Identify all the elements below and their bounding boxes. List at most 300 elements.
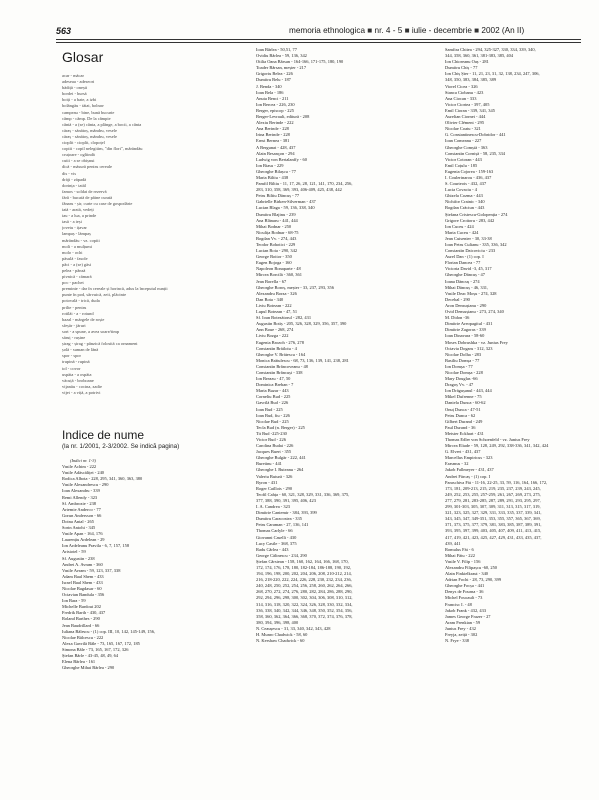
index-entry: Nichifor Crainic - 340 <box>445 199 485 205</box>
glossary-entry: șirag - șirag - pânzică folosită ca ornament <box>62 341 138 347</box>
index-entry: Ana Ciocan - 333 <box>445 95 477 101</box>
index-entry: Rodica Albota - 228, 295, 341, 360, 363, 380 <box>62 476 143 482</box>
index-entry: Ion Biasu - 229 <box>256 162 284 168</box>
index-entry: 277, 279, 281, 283-285, 287, 289, 291, 293, 295, 297, <box>445 497 541 503</box>
index-entry: Alexandru Filipașcu -60, 250 <box>445 564 498 570</box>
index-entry: Thomas Edler von Schoenfeld - vz. Junius Frey <box>445 437 530 442</box>
issue-year: 2002 (An II) <box>481 26 525 35</box>
glossary-entry: trupină - rupină <box>62 359 90 365</box>
index-entry: Aristotel - 59 <box>62 549 86 555</box>
index-entry: Victor Bud - 226 <box>256 437 286 442</box>
index-entry: Valeriu Butură - 326 <box>256 473 293 479</box>
header-rule-secondary <box>56 42 581 43</box>
index-entry: Dragoș Vv. - 47 <box>445 382 474 388</box>
glossary-entry: potovală - trică, duda <box>62 298 100 304</box>
name-index-column-1 <box>62 458 238 671</box>
header-separator-icon: ■ <box>404 26 412 35</box>
index-entry: Adam Baal Shem - 433 <box>62 573 104 579</box>
glossary-entry: pelea - pânză <box>62 268 86 273</box>
index-entry: Ioan Alexandru - 339 <box>62 488 100 494</box>
index-entry: Ioan Bud - 225 <box>256 406 283 412</box>
index-entry: G. Constantinescu-Dobridor - 441 <box>445 132 506 138</box>
index-entry: Maria Biltiu - 438 <box>256 174 289 180</box>
index-entry: Victoria David -3, 45, 317 <box>445 266 492 272</box>
index-entry: Alexiu Berinde - 222 <box>256 120 294 126</box>
glossary-entry: păsulă - fasole <box>62 255 88 261</box>
glossary-entry: pâci - a (se) găsi <box>62 261 92 267</box>
glossary-title: Glosar <box>62 49 104 65</box>
index-entry: Nicolae Bud - 225 <box>256 418 289 424</box>
index-entry: Jean Cuisenier - 30, 33-38 <box>445 235 492 241</box>
index-entry: 268, 270, 272, 274, 276, 280, 282, 284, 286, 288, 290, <box>256 589 353 595</box>
index-entry: Eugenia Brozoh - 276, 278 <box>256 339 304 345</box>
index-entry: Andrei Fărcaș - (1) cop. I <box>445 473 491 479</box>
glossary-entry: șolă - suman de lână <box>62 347 99 353</box>
index-entry: Alexandru Borza - 326 <box>256 290 297 296</box>
index-entry: Doina Antal - 265 <box>62 518 94 524</box>
index-entry: 292, 294, 296, 298, 300, 302, 304, 306, 308, 310, 312, <box>256 595 353 601</box>
glossary-entry: copiii - copil nelegitim, "din flori", mârăndău <box>62 146 143 152</box>
glossary-entry: cântă - a (se) cânta, a plânge, a bocii, a cânta <box>62 121 142 127</box>
glossary-entry: dorința - tatăl <box>62 182 86 188</box>
index-entry: Gheorghe Dăncuș - 47 <box>445 272 485 278</box>
index-entry: Aurelian Ciornei - 444 <box>445 114 486 120</box>
index-entry: 249, 252, 253, 255, 257-259, 261, 267, 269, 273, 275, <box>445 491 541 497</box>
index-entry: Constantin Brâncuși - 338 <box>256 369 303 375</box>
index-entry: 194, 196, 198, 200, 202, 204, 206, 208, 210-212, 214, <box>256 571 352 577</box>
header-separator-icon: ■ <box>367 26 375 35</box>
index-entry: Aram Frenkian - 59 <box>445 619 481 625</box>
index-entry: Monica Brătulescu - 68, 73, 136, 139, 141, 238, 281 <box>256 357 349 363</box>
index-entry: 321, 323, 325, 327, 329, 331, 333, 335, 337, 339, 341, <box>445 510 542 516</box>
index-entry: H. Munro Chadwick - 58, 60 <box>256 632 308 637</box>
index-entry: A Bergunat - 428, 437 <box>256 144 296 150</box>
index-entry: M. Didon -36 <box>445 315 470 321</box>
index-entry: Jakob Frank - 432, 433 <box>445 607 487 613</box>
header-journal-info <box>289 26 524 35</box>
index-note: (Indici nr. 1-3) <box>70 458 97 463</box>
index-entry: Paraschiva Făt - 11-16, 22-25, 33, 59, 116, 164, 166, 172, <box>445 479 548 485</box>
index-entry: Dimitrie Zagoras - 339 <box>445 327 486 333</box>
index-entry: 439, 441 <box>445 540 461 546</box>
glossary-entry: sfeșăr - jăruri <box>62 322 86 328</box>
index-entry: Dumitru Belu - 187 <box>256 77 291 83</box>
index-entry: 299, 301-303, 305, 307, 309, 311, 313, 315, 317, 319, <box>445 504 541 510</box>
index-entry: Simona Bâle - 73, 165, 167, 172, 326 <box>62 646 129 652</box>
index-entry: Anuta Benci - 211 <box>256 95 289 101</box>
glossary-entry: căraș - sănătoș, mândru, vesele <box>62 127 117 133</box>
index-entry: N. Ceaușescu - 31, 33, 340, 342, 343, 428 <box>256 625 331 631</box>
glossary-entry: fărâ - bucată de pâine curată <box>62 194 113 200</box>
index-entry: Ludwig von Bertalanffy - 60 <box>256 156 307 162</box>
index-entry: 336, 338, 340, 342, 344, 346, 348, 350, 352, 354, 356, <box>256 607 353 613</box>
glossary-entry: dis - vis <box>62 170 77 176</box>
index-entry: 417, 419, 421, 423, 425, 427, 429, 431, 433, 435, 437, <box>445 534 542 540</box>
index-entry: Vasile Deac Moșu - 274, 328 <box>445 290 497 296</box>
index-entry: Jean Borella - 67 <box>256 278 287 284</box>
index-entry: Ion Chiș Șter - 11, 21, 23, 31, 32, 138, 234, 247, 306, <box>445 71 540 77</box>
index-entry: Dimitrie Areopagitul - 431 <box>445 321 493 327</box>
index-entry: Augustin Botiș - 205, 326, 328, 329, 356, 357, 390 <box>256 321 347 327</box>
index-entry: George Boitor - 350 <box>256 254 292 260</box>
index-entry: Irina Berinde - 228 <box>256 132 290 138</box>
index-entry: Sf. Augustin - 238 <box>62 555 95 561</box>
glossary-entry: famos - soldat de rezervă <box>62 188 107 194</box>
index-entry: Gilbert Durand - 249 <box>445 418 483 424</box>
index-entry: Mary Douglas -66 <box>445 376 478 382</box>
index-entry: Corneliu Bud - 225 <box>256 394 291 400</box>
glossary-entry: vijanău - cocina, zadie <box>62 383 102 389</box>
glossary-entry: căraș - sănătoș, mândru, vesele <box>62 133 117 139</box>
glossary-entry: acar - măcar <box>62 73 84 78</box>
running-header <box>56 26 581 38</box>
index-entry: Bogdan Vv. - 274, 443 <box>256 235 297 241</box>
index-entry: 172, 174, 176, 178, 180, 182-184, 186-188, 190, 192, <box>256 564 352 570</box>
index-entry: Marcellus Empiricus - 323 <box>445 455 493 461</box>
index-entry: Mircea Eliade - 59, 128, 249, 292, 338-336, 341, 342, 424 <box>445 443 549 449</box>
index-entry: Ann Boue - 268, 274 <box>256 327 294 333</box>
index-entry: Lucian Boia - 290, 342 <box>256 248 298 254</box>
index-entry: Elena Bârlea - 161 <box>62 659 96 665</box>
index-entry: I. Coulerinarou - 436, 437 <box>445 174 492 180</box>
glossary-entry: săruț - rușine <box>62 335 86 341</box>
index-entry: Carolina Budai - 226 <box>256 443 294 449</box>
glossary-entry: bădiță - onești <box>62 85 88 91</box>
index-entry: Ion Chioreanu Oaș - 281 <box>445 59 489 65</box>
index-entry: 173, 181, 209-213, 215, 219, 235, 237, 239, 243, 245, <box>445 485 541 491</box>
index-entry: Nicolae Bagdasar - 60 <box>62 585 102 591</box>
index-entry: Adrian Fochi - 28, 73, 290, 399 <box>445 577 502 583</box>
index-entry: Aron Densușianu - 290 <box>445 302 487 308</box>
index-entry: Jakob Fallmeyer - 431, 437 <box>445 467 494 473</box>
index-entry: Constantin Brăiloiu - 4 <box>256 345 297 351</box>
index-entry: Florian Dancea - 77 <box>445 260 481 266</box>
name-index-subtitle: (la nr. 1/2001, 2-3/2002. Se indică pagina) <box>62 443 180 450</box>
index-entry: Jean Baudrillard - 66 <box>62 622 100 628</box>
index-entry: Roland Barthes - 290 <box>62 616 100 622</box>
index-entry: Victor Ciortea - 397, 405 <box>445 101 490 107</box>
index-entry: Vasile Apan - 164, 176 <box>62 531 103 537</box>
index-entry: Iuliana Bălescu - (1) cop. III, 10, 142, 145-149, 156, <box>62 628 156 634</box>
issue-number: nr. 4 - 5 <box>374 26 403 35</box>
index-entry: Paul Durand - 36 <box>445 424 476 430</box>
index-entry: Ion Ardeleanu Pravila - 6, 7, 157, 158 <box>62 543 130 549</box>
index-entry: Teodor Bohotici - 229 <box>256 242 296 247</box>
index-entry: 283, 310, 358, 369, 393, 406-409, 425, 438, 442 <box>256 187 342 193</box>
index-entry: Laurențiu Ardelean - 29 <box>62 537 105 543</box>
index-entry: Meister Eckhart - 431 <box>445 430 484 436</box>
index-entry: Dumitru Chiș - 77 <box>445 65 478 71</box>
index-entry: 380, 394, 396, 398, 400 <box>256 619 299 625</box>
index-entry: Petru Dunca - 62 <box>445 412 476 418</box>
index-entry: Bogdan Crăciun - 443 <box>445 205 485 211</box>
index-entry: Petru Biltiu Dăncuș - 77 <box>256 193 300 199</box>
index-entry: Berger, episcop - 225 <box>256 107 294 113</box>
glossary-entry: prilte - pentru <box>62 304 87 310</box>
index-entry: Gheorghe Bilașcu - 77 <box>256 168 296 174</box>
index-entry: Olivier Clément - 295 <box>445 120 485 126</box>
index-entry: Junius Frey - 432 <box>445 625 476 631</box>
glossary-entry: campeau - bine, bună bucurie <box>62 109 115 115</box>
glossary-list <box>62 73 238 396</box>
index-entry: Ioan Petru Culianu - 335, 336, 342 <box>445 242 507 247</box>
index-entry: Ștefan Bârle - 43-45, 48, 49, 64 <box>62 653 119 658</box>
glossary-entry: poc - pachet <box>62 280 84 286</box>
index-entry: Eugen Bojoga - 160 <box>256 260 292 266</box>
index-entry: Dan Bota - 340 <box>256 296 284 302</box>
index-entry: Gheorghe Focșa - 441 <box>445 583 485 589</box>
index-entry: Gheorghe Mihai Bârlea - 290 <box>62 665 115 671</box>
glossary-entry: adeseaa - adeseori <box>62 79 95 85</box>
index-entry: Constantin Cornișă - 58, 235, 334 <box>445 150 506 156</box>
journal-title: memoria ethnologica <box>289 26 366 35</box>
index-entry: Gavrilă Bud - 226 <box>256 400 289 406</box>
index-entry: Grigoriu Belea - 226 <box>256 71 293 77</box>
index-entry: Ghizela Cozma - 443 <box>445 193 483 199</box>
glossary-entry: drăji - zăpadă <box>62 176 87 182</box>
index-entry: Liviu Botezan - 222 <box>256 302 292 308</box>
index-entry: Erasmus - 32 <box>445 461 469 467</box>
index-entry: Samfira Chitea - 294, 325-327, 330, 334, 339, 340, <box>445 47 536 52</box>
glossary-entry: cioplit - cioplit, clopoțel <box>62 140 105 146</box>
glossary-entry: fânaru - șir, curte cu case de gospodărie <box>62 200 133 206</box>
index-entry: Stanca Ciobanu - 423 <box>445 89 484 95</box>
index-entry: Basiliu Domșa - 77 <box>445 357 480 363</box>
index-entry: Daniela Dunca - 60-62 <box>445 400 486 406</box>
index-entry: Dominica Breban - 7 <box>256 382 294 388</box>
index-entry: Byron - 431 <box>256 479 278 485</box>
issue-period: iulie - decembrie <box>411 26 472 35</box>
glossary-entry: bazal - mărgele de roșie <box>62 316 105 322</box>
index-entry: Ana Blănaru - 441, 444 <box>256 217 298 223</box>
glossary-entry: moli - a mulțumi <box>62 243 92 249</box>
index-entry: Ion Breazu - 47, 50 <box>256 376 291 382</box>
glossary-entry: iau - a lua, a prinde <box>62 213 97 219</box>
index-entry: Gheorghe V. Brătescu - 164 <box>256 351 306 357</box>
index-entry: Alain Besançon - 294 <box>256 150 295 156</box>
glossary-entry: dică - măsură pentru cereale <box>62 164 113 170</box>
glossary-entry: molo - ochi <box>62 249 83 255</box>
index-entry: Nicolae Domșa - 228 <box>445 369 483 375</box>
index-entry: S. Courteois - 432, 437 <box>445 181 487 187</box>
index-entry: Mircea Borcilă - 360, 361 <box>256 272 302 278</box>
index-entry: Napoleon Bonaparte - 48 <box>256 266 301 272</box>
index-entry: Nicolae Bălcescu - 222 <box>62 634 104 640</box>
index-entry: Gheorghe Bulgăr - 222, 441 <box>256 455 306 461</box>
index-entry: J. Benda - 340 <box>256 83 282 89</box>
index-entry: Vasile V. Filip - 156 <box>445 558 481 564</box>
index-entry: Artemie Anderco - 77 <box>62 506 101 512</box>
index-entry: 344, 358, 360, 361, 381-383, 385, 404 <box>445 53 514 59</box>
index-entry: 358, 360, 362, 364, 366, 368, 370, 372, 374, 376, 378, <box>256 613 353 619</box>
name-index-column-3 <box>445 47 593 644</box>
index-entry: Mihai Dăncuș - 46, 331, <box>445 284 489 290</box>
index-entry: Ion Drăgușanul - 443, 444 <box>445 388 492 394</box>
index-entry: Ion Cuceu - 424 <box>445 223 474 229</box>
index-entry: Alexa Gavrilă Bâle - 73, 165, 167, 172, 185 <box>62 640 140 646</box>
index-entry: 216, 218-220, 222, 224, 226, 228, 230, 232, 234, 236, <box>256 577 352 583</box>
index-entry: Lupul Botezan - 47, 51 <box>256 309 298 315</box>
index-entry: Emil Cioran - 339, 341, 345 <box>445 107 495 113</box>
index-entry: N. Kershaw Chadwick - 60 <box>256 638 305 644</box>
index-entry: Gheorghe Comșiă - 363 <box>445 144 488 150</box>
index-entry: Octavia Dogaru - 312, 323 <box>445 345 493 351</box>
index-entry: Ștefana Cristescu-Golopenția - 274 <box>445 211 508 217</box>
index-entry: G. Elvert - 431, 437 <box>445 449 481 455</box>
index-entry: Ana Berinde - 228 <box>256 126 289 132</box>
index-entry: Denys de Fourna - 36 <box>445 589 484 595</box>
index-entry: Berger-Levrault, editură - 208 <box>256 114 310 120</box>
index-entry: Toader Bârsan, meșter - 217 <box>256 65 307 71</box>
index-entry: 371, 373, 375, 377, 379, 381, 383, 385, 387, 389, 391, <box>445 522 542 528</box>
index-entry: Freyja, zeiță - 302 <box>445 632 478 637</box>
glossary-entry: mârăndău - vz. copiii <box>62 237 100 243</box>
index-entry: Gheorghe Boroș, meșter - 33, 237, 293, 356 <box>256 284 334 290</box>
index-entry: Gheorghe I. Buteanu - 264 <box>256 467 304 473</box>
index-entry: Andrei A. Avram - 360 <box>62 561 103 567</box>
header-separator-icon: ■ <box>474 26 482 35</box>
index-entry: 343, 345, 347, 349-351, 353, 355, 357, 365, 367, 369, <box>445 516 541 522</box>
glossary-entry: uspăta - a ospăta <box>62 371 92 377</box>
index-entry: Sorin Antohi - 345 <box>62 525 96 531</box>
index-entry: I. A. Candrea - 323 <box>256 504 291 510</box>
index-entry: Ioan Bud, fiu - 226 <box>256 412 290 418</box>
glossary-entry: bolăngău - tăiat, bolnav <box>62 103 104 109</box>
index-entry: Romulus Făt - 6 <box>445 546 474 552</box>
glossary-entry: rotilăi - a - rotund <box>62 310 94 316</box>
index-entry: Constantin Daicoviciu - 233 <box>445 248 496 254</box>
index-entry: Constantin Brâncoveanu - 48 <box>256 363 308 369</box>
glossary-entry: sort - a spune, a avea soare/timp <box>62 328 120 334</box>
index-entry: Radu Cârlea - 443 <box>256 546 289 552</box>
index-entry: Vasile Adăscăliței - 240 <box>62 470 105 476</box>
index-entry: Ștefan Cârstean - 158, 160, 162, 164, 166, 168, 170, <box>256 558 349 564</box>
index-entry: Michelle Bardout 202 <box>62 604 101 610</box>
glossary-entry: bordei - bursă <box>62 91 87 97</box>
glossary-entry: punte în pod, sârvuică, zeii, plăcinte <box>62 292 127 298</box>
index-entry: 240, 248, 250, 252, 254, 256, 258, 260, 262, 264, 266, <box>256 583 353 589</box>
index-entry: Vasile Avram - 59, 123, 337, 338 <box>62 567 121 573</box>
index-entry: Israel Baal Shem - 433 <box>62 579 103 585</box>
index-entry: Niculița Bodnar - 68-75 <box>256 229 299 235</box>
index-entry: Francisc I. - 48 <box>445 601 472 607</box>
index-entry: Ioana Dăncuș - 274 <box>445 278 480 284</box>
index-entry: Lucian Blaga - 59, 136, 338, 340 <box>256 205 315 211</box>
glossary-entry: câmp - câmp. De la câmpie <box>62 115 111 121</box>
index-entry: Fredrik Barth - 430, 437 <box>62 610 106 616</box>
index-entry: Ion Domșa - 77 <box>445 363 473 369</box>
index-entry: N. Frye - 338 <box>445 638 469 644</box>
index-entry: Victor Cotoran - 443 <box>445 156 482 162</box>
index-entry: Mihai Bodnar - 250 <box>256 223 292 229</box>
index-entry: Dimitrie Cantemir - 384, 393, 399 <box>256 510 317 516</box>
index-entry: 314, 316, 318, 320, 322, 324, 326, 328, 330, 332, 334, <box>256 601 353 607</box>
index-entry: Ernst Bernea - 381 <box>256 138 290 144</box>
index-entry: Alain Finkielkraut - 340 <box>445 571 489 577</box>
index-entry: Ion Bara - 59 <box>62 598 86 604</box>
index-entry: 377, 388, 390, 391, 395, 406, 423 <box>256 497 316 503</box>
index-entry: Jacques Buert - 355 <box>256 449 292 455</box>
header-rule <box>56 39 581 40</box>
index-entry: Vasile Achim - 222 <box>62 464 97 470</box>
name-index-column-2 <box>256 47 432 644</box>
index-entry: Eugenia Cojorea - 159-163 <box>445 168 494 174</box>
index-entry: Decebal - 290 <box>445 296 470 302</box>
index-entry: Tit Bud -225-230 <box>256 430 287 436</box>
index-entry: Aurel Dan - (1) cop. I <box>445 254 484 260</box>
index-entry: Grigore Croitoru - 283, 442 <box>445 217 495 223</box>
index-entry: Sf. Ioan Botezătorul - 282, 431 <box>256 315 312 321</box>
glossary-entry: tol - covor <box>62 365 81 371</box>
glossary-entry: vijet - a viță, a potrivi <box>62 389 101 395</box>
index-entry: Ioan Dinavara - 58-60 <box>445 333 485 339</box>
index-entry: Michel Foucault - 73 <box>445 595 483 601</box>
index-entry: Petru Caraman - 27, 136, 141 <box>256 522 309 528</box>
index-entry: James George Frazer - 27 <box>445 613 491 619</box>
glossary-entry: iasă - a ieși <box>62 219 82 225</box>
index-entry: Ovidiu Bârlea - 59, 136, 342 <box>256 53 307 59</box>
index-entry: Onuț Dunca - 47-51 <box>445 406 481 412</box>
index-entry: Nicolae Dolha - 283 <box>445 351 482 357</box>
index-entry: Mihai Fătu - 222 <box>445 552 475 558</box>
index-entry: Dumitru Caracostea - 335 <box>256 516 302 522</box>
index-entry: Sf. Ambrozie - 238 <box>62 500 97 506</box>
index-entry: Maria Cuceu - 424 <box>445 229 479 235</box>
glossary-entry: preminte - dar în cereale și horincă, adus la începutul nunții <box>62 286 168 292</box>
index-entry: Tecla Bud (n. Berger) - 225 <box>256 424 305 430</box>
glossary-entry: boiți - a bate, a izbi <box>62 97 97 103</box>
index-entry: Thomas Carlyle - 66 <box>256 528 293 534</box>
index-entry: Giovanni Caselli - 430 <box>256 534 297 540</box>
index-entry: 348, 350, 383, 384, 385, 389 <box>445 77 497 83</box>
index-entry: Ioan Bela - 186 <box>256 89 284 95</box>
index-entry: Nicolae Coatu - 321 <box>445 126 481 132</box>
index-entry: Otilia Oana Bârsan - 164-166, 171-175, 180, 190 <box>256 59 344 65</box>
name-index-title: Indice de nume <box>62 428 145 442</box>
index-entry: Pamfil Biltiu - 11, 17, 26, 28, 121, 141, 170, 234, 256, <box>256 181 353 187</box>
index-entry: Ioan Bârlea - 50,51, 77 <box>256 47 297 52</box>
page-number: 563 <box>56 26 72 36</box>
index-entry: Lucia Covaciu - 4 <box>445 187 477 193</box>
index-entry: Gorun Andersson - 66 <box>62 512 102 518</box>
glossary-entry: văcuță - broboane <box>62 377 94 383</box>
index-entry: Ion Bercea - 226, 230 <box>256 101 295 107</box>
glossary-entry: iată - arată, vedeți <box>62 207 94 213</box>
index-entry: 393, 395, 397, 399, 403, 405, 407, 409, 411, 413, 415, <box>445 528 542 534</box>
index-entry: Teofil Cahța - 60, 321, 328, 329, 331, 336, 369, 375, <box>256 491 350 497</box>
index-entry: Mikel Dufrenne - 75 <box>445 394 482 400</box>
index-entry: Remi Allendy - 323 <box>62 494 98 500</box>
index-entry: Buretinu - 441 <box>256 461 282 467</box>
index-entry: Dumitru Blajinu - 239 <box>256 211 296 217</box>
glossary-entry: lampaș - lămpaș <box>62 231 91 237</box>
glossary-entry: spor - spor <box>62 353 81 359</box>
index-entry: Liviu Bozga - 222 <box>256 333 289 339</box>
glossary-entry: cruțoare - ogliindă <box>62 152 95 158</box>
index-entry: Octavian Bandula - 356 <box>62 592 105 598</box>
index-entry: Ovid Densușianu - 273, 274, 340 <box>445 309 504 315</box>
glossary-entry: cutii - a se obișnui <box>62 158 95 164</box>
index-entry: Moses Dobrushka - vz. Junius Frey <box>445 339 508 345</box>
index-entry: Viorel Cicea - 326 <box>445 83 478 89</box>
index-entry: George Călinescu - 234, 290 <box>256 552 307 558</box>
index-entry: Maria Buzar - 443 <box>256 388 289 394</box>
index-entry: Vasile Alexandrescu - 290 <box>62 482 109 488</box>
index-entry: Gabrielle Birken-Silverman - 437 <box>256 199 316 205</box>
index-entry: Ioan Comeanu - 227 <box>445 138 482 144</box>
index-entry: Roger Caillois - 290 <box>256 485 293 491</box>
glossary-entry: pivnică - cămară <box>62 274 92 280</box>
